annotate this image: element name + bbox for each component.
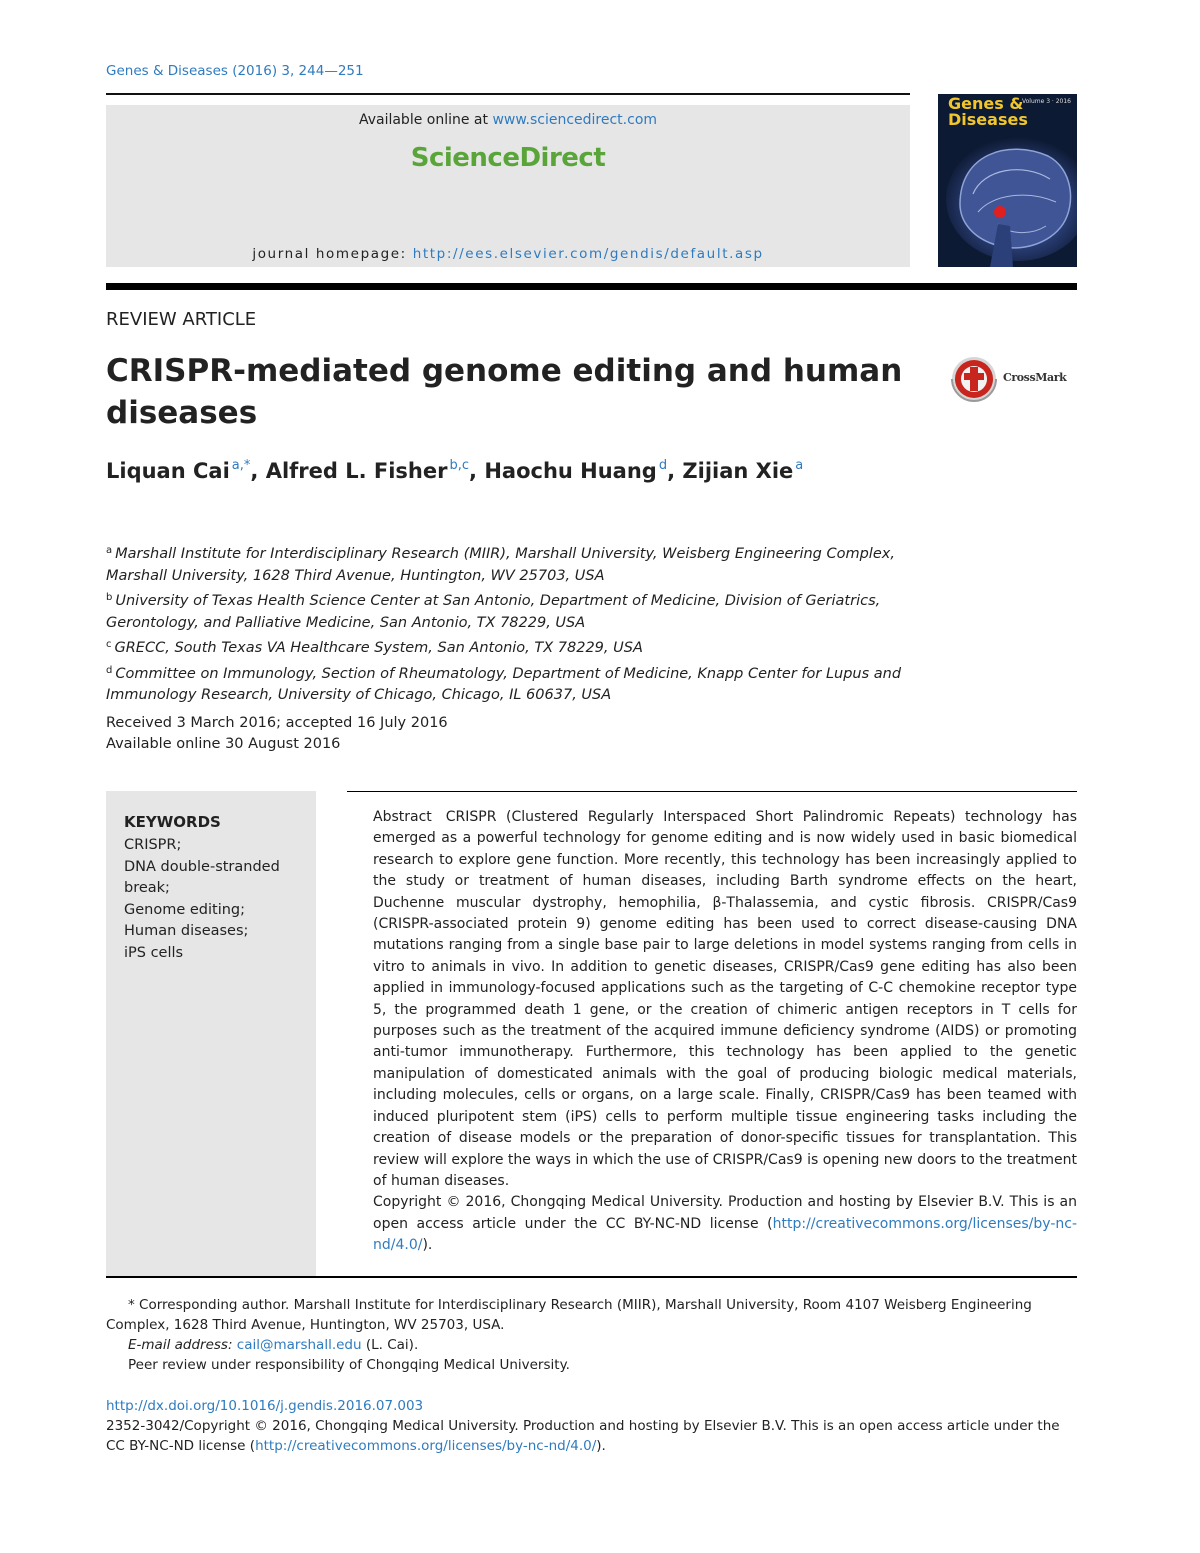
doi-link[interactable]: http://dx.doi.org/10.1016/j.gendis.2016.07.003 [106,1398,424,1414]
corresponding-author-text: Corresponding author. Marshall Institute for Interdisciplinary Research (MIIR), Marshall University, Room 4107 Weisberg Engineering Complex, 1628 Third Avenue, Huntington, WV 25703, USA. [106,1297,1032,1333]
keywords-box [106,791,316,1277]
cover-title-line2: Diseases [948,110,1028,129]
journal-homepage-link[interactable]: http://ees.elsevier.com/gendis/default.asp [412,246,764,262]
abstract-section [373,807,1077,1257]
author-affiliation-marker[interactable]: b,c [449,458,470,473]
author-name[interactable]: Haochu Huang [484,459,657,483]
crossmark-icon [950,355,1000,403]
affiliation-marker: d [106,664,113,676]
keywords-list [124,835,309,964]
author-list [106,458,803,483]
affiliation-list [106,540,926,707]
sciencedirect-link[interactable]: www.sciencedirect.com [492,112,658,128]
abstract-label: Abstract [373,809,432,825]
issn-end: ). [596,1438,606,1454]
keyword-item: iPS cells [124,944,184,961]
header-divider [106,283,1077,290]
abstract-top-rule [347,791,1077,792]
author-separator: , [667,459,683,483]
available-online-line [106,112,910,128]
author-separator: , [469,459,485,483]
author-name[interactable]: Zijian Xie [682,459,794,483]
keyword-item: Genome editing; [124,901,246,918]
author-affiliation-marker[interactable]: a [795,458,804,473]
corresponding-author-note [106,1295,1077,1335]
email-label: E-mail address: [128,1337,233,1353]
author-affiliation-marker[interactable]: d [658,458,668,473]
received-date: Received 3 March 2016; accepted 16 July 2016 [106,715,448,731]
header-rule [106,93,910,95]
journal-homepage-label: journal homepage: [252,246,413,262]
crossmark-label: CrossMark [1003,371,1067,384]
footnotes [106,1295,1077,1375]
abstract-bottom-rule [106,1276,1077,1278]
keywords-heading: KEYWORDS [124,813,221,831]
footer-license-link[interactable]: http://creativecommons.org/licenses/by-nc-nd/4.0/ [255,1438,597,1454]
journal-cover-image[interactable] [938,94,1077,267]
sciencedirect-logo[interactable]: ScienceDirect [410,143,606,173]
affiliation-item [106,587,926,634]
affiliation-item [106,660,926,707]
affiliation-marker: a [106,545,113,556]
email-line [106,1335,1077,1355]
page-footer [106,1396,1077,1456]
affiliation-marker: b [106,592,113,603]
abstract-text: CRISPR (Clustered Regularly Interspaced Short Palindromic Repeats) technology has emerged as a powerful technology for genome editing and is now widely used in basic biomedical research to explore gene function. More recently, this technology has been increasingly applied to the study or treatment of human diseases, including Barth syndrome effects on the heart, Duchenne muscular dystrophy, hemophilia, β-Thalassemia, and cystic fibrosis. CRISPR/Cas9 (CRISPR-associated protein 9) genome editing has been used to correct disease-causing DNA mutations ranging from a single base pair to large deletions in model systems ranging from cells in vitro to animals in vivo. In addition to genetic diseases, CRISPR/Cas9 gene editing has also been applied in immunology-focused applications such as the targeting of C-C chemokine receptor type 5, the programmed death 1 gene, or the creation of chimeric antigen receptors in T cells for purposes such as the treatment of the acquired immune deficiency syndrome (AIDS) or promoting anti-tumor immunotherapy. Furthermore, this technology has been applied to the genetic manipulation of domesticated animals with the goal of producing biologic medical materials, including molecules, cells or organs, on a large scale. Finally, CRISPR/Cas9 has been teamed with induced pluripotent stem (iPS) cells to perform multiple tissue engineering tasks including the creation of disease models or the preparation of donor-specific tissues for transplantation. This review will explore the ways in which the use of CRISPR/Cas9 is opening new doors to the treatment of human diseases. [373,809,1077,1189]
affiliation-text: Marshall Institute for Interdisciplinary Research (MIIR), Marshall University, Weisberg Engineering Complex, Marshall University, 1628 Third Avenue, Huntington, WV 25703, USA [106,546,895,584]
issn-text: 2352-3042/Copyright © 2016, Chongqing Medical University. Production and hosting by Elsevier B.V. This is an open access article under the CC BY-NC-ND license ( [106,1418,1060,1454]
available-online-label: Available online at [358,112,493,128]
author-name[interactable]: Liquan Cai [106,459,230,483]
affiliation-text: GRECC, South Texas VA Healthcare System, San Antonio, TX 78229, USA [114,640,643,656]
keyword-item: CRISPR; [124,837,182,853]
author-affiliation-marker[interactable]: a,* [231,458,251,473]
footnote-star: * [128,1297,140,1313]
cover-title [948,96,1028,128]
author-name[interactable]: Alfred L. Fisher [265,459,448,483]
peer-review-note: Peer review under responsibility of Chongqing Medical University. [128,1357,570,1373]
email-suffix: (L. Cai). [361,1337,419,1353]
journal-header-box [106,105,910,267]
abstract-copyright [373,1192,1077,1256]
affiliation-text: Committee on Immunology, Section of Rheumatology, Department of Medicine, Knapp Center for Lupus and Immunology Research, University of Chicago, Chicago, IL 60637, USA [106,665,902,703]
cover-title-line1: Genes & [948,94,1024,113]
online-date: Available online 30 August 2016 [106,736,341,752]
copyright-end: ). [422,1237,433,1254]
crossmark-badge[interactable] [950,355,1078,403]
issn-copyright [106,1416,1077,1456]
cover-issue: Volume 3 · 2016 [1021,98,1071,105]
keyword-item: DNA double-stranded break; [124,858,280,896]
affiliation-item [106,634,926,660]
journal-citation[interactable]: Genes & Diseases (2016) 3, 244—251 [106,63,364,79]
author-separator: , [250,459,266,483]
article-dates [106,713,448,755]
affiliation-text: University of Texas Health Science Center at San Antonio, Department of Medicine, Division of Geriatrics, Gerontology, and Palliative Medicine, San Antonio, TX 78229, USA [106,593,881,631]
email-link[interactable]: cail@marshall.edu [236,1337,362,1353]
journal-homepage-line [106,246,910,262]
abstract-body [373,807,1077,1192]
affiliation-marker: c [106,639,112,650]
article-type: REVIEW ARTICLE [106,309,257,330]
copyright-text: Copyright © 2016, Chongqing Medical University. Production and hosting by Elsevier B.V. This is an open access article under the CC BY-NC-ND license ( [373,1194,1077,1232]
affiliation-item [106,540,926,587]
license-link[interactable]: http://creativecommons.org/licenses/by-nc-nd/4.0/ [373,1215,1077,1254]
keyword-item: Human diseases; [124,923,249,939]
article-title: CRISPR-mediated genome editing and human diseases [106,353,903,431]
